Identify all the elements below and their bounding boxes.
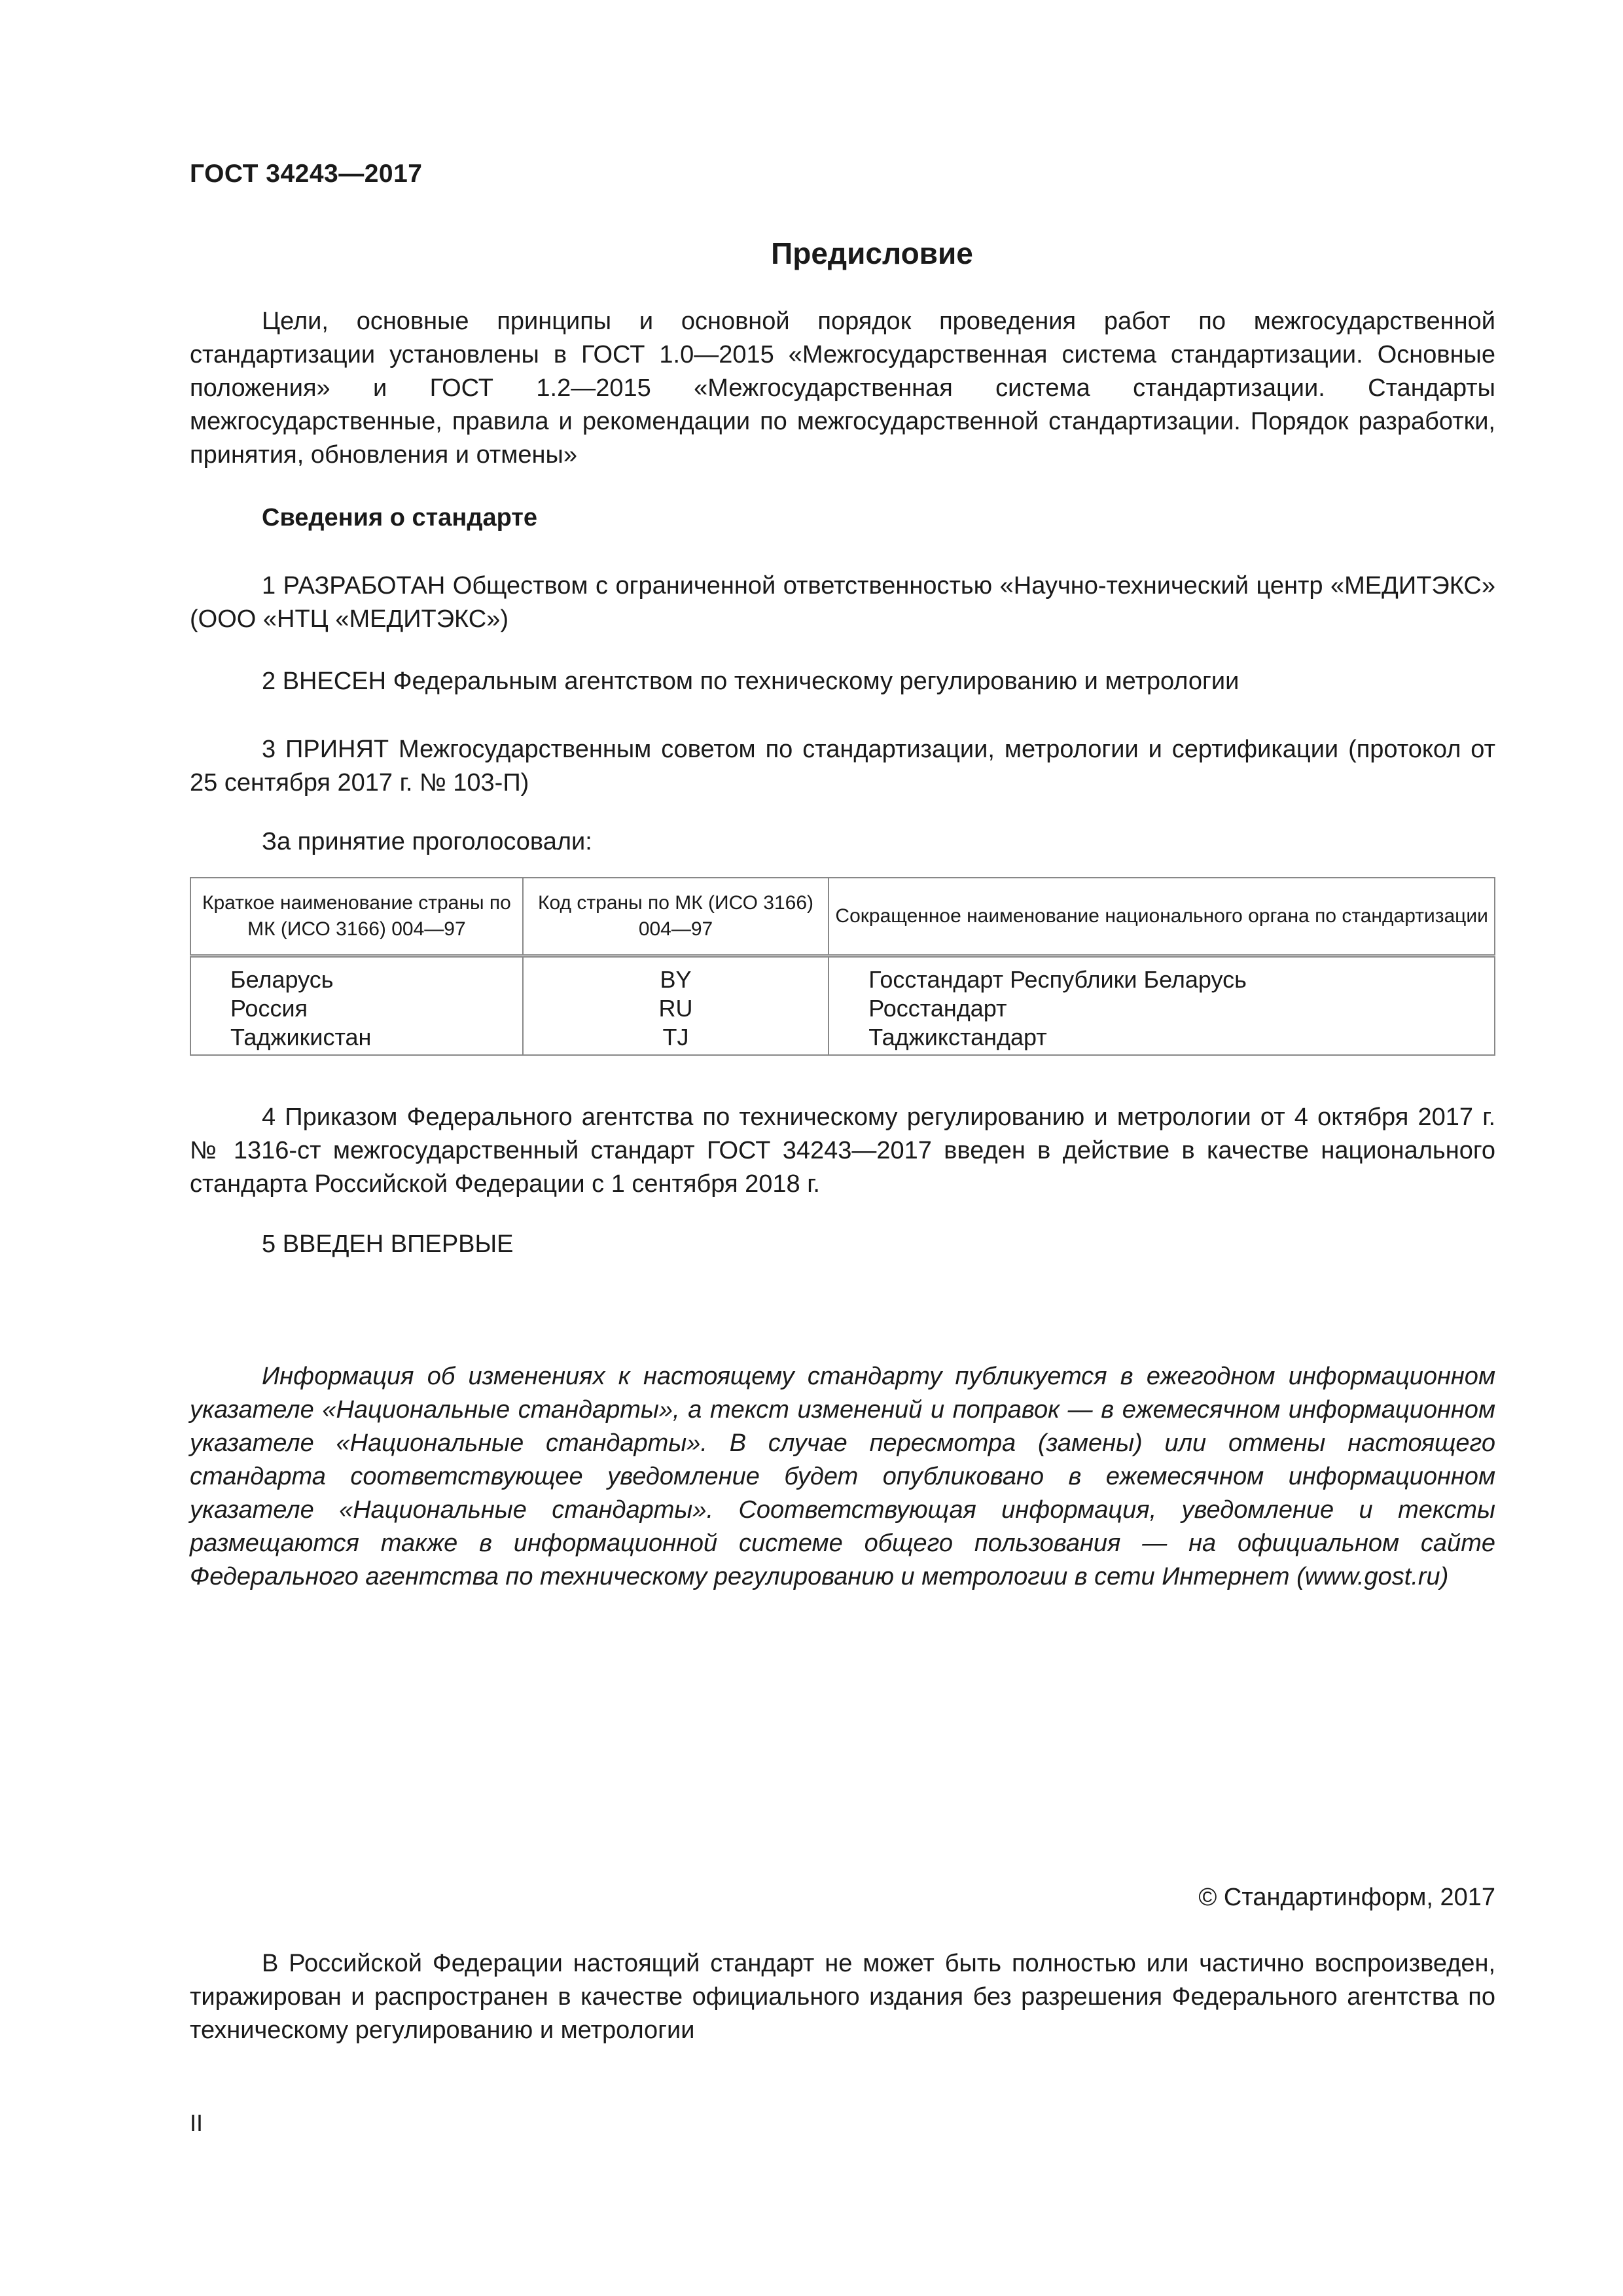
document-header: ГОСТ 34243—2017 (190, 160, 423, 188)
item-3-adopted: 3 ПРИНЯТ Межгосударственным советом по стандартизации, метрологии и сертификации (протокол от 25 сентября 2017 г. № 103-П) (190, 736, 1495, 797)
copyright-notice: © Стандартинформ, 2017 (1198, 1884, 1495, 1911)
code-cell: BY RU TJ (523, 956, 829, 1056)
standard-info-heading: Сведения о стандарте (262, 504, 538, 531)
legal-notice: В Российской Федерации настоящий стандарт не может быть полностью или частично воспроизведен, тиражирован и распространен в качестве официального издания без разрешения Федерального агентства по техническому регулированию и метрологии (190, 1950, 1495, 2044)
document-page (190, 0, 1495, 2296)
page-number: II (190, 2109, 204, 2136)
vote-label: За принятие проголосовали: (262, 828, 592, 855)
table-row (190, 956, 1495, 1056)
standards-body-cell: Госстандарт Республики Беларусь Росстандарт Таджикстандарт (868, 966, 1247, 1050)
voting-table (190, 877, 1495, 1056)
page-title: Предисловие (771, 236, 973, 270)
item-4-order: 4 Приказом Федерального агентства по техническому регулированию и метрологии от 4 октября 2017 г. № 1316-ст межгосударственный стандарт ГОСТ 34243—2017 введен в действие в качестве национального стандарта Российской Федерации с 1 сентября 2018 г. (190, 1103, 1495, 1198)
intro-paragraph: Цели, основные принципы и основной порядок проведения работ по межгосударственной стандартизации установлены в ГОСТ 1.0—2015 «Межгосударственная система стандартизации. Основные положения» и ГОСТ 1.2—2015 «Межгосударственная система стандартизации. Стандарты межгосударственные, правила и рекомендации по межгосударственной стандартизации. Порядок разработки, принятия, обновления и отмены» (190, 308, 1495, 469)
item-2-submitted: 2 ВНЕСЕН Федеральным агентством по техническому регулированию и метрологии (262, 668, 1240, 695)
header-standards-body: Сокращенное наименование национального органа по стандартизации (829, 878, 1495, 956)
header-country-code: Код страны по МК (ИСО 3166) 004—97 (523, 878, 829, 956)
header-country-name: Краткое наименование страны по МК (ИСО 3166) 004—97 (190, 878, 523, 956)
item-1-developed: 1 РАЗРАБОТАН Обществом с ограниченной ответственностью «Научно-технический центр «МЕДИТЭКС» (ООО «НТЦ «МЕДИТЭКС») (190, 572, 1495, 633)
changes-info-paragraph: Информация об изменениях к настоящему стандарту публикуется в ежегодном информационном указателе «Национальные стандарты», а текст изменений и поправок — в ежемесячном информационном указателе «Национальные стандарты». В случае пересмотра (замены) или отмены настоящего стандарта соответствующее уведомление будет опубликовано в ежемесячном информационном указателе «Национальные стандарты». Соответствующая информация, уведомление и тексты размещаются также в информационной системе общего пользования — на официальном сайте Федерального агентства по техническому регулированию и метрологии в сети Интернет (www.gost.ru) (190, 1363, 1495, 1590)
item-5-first-introduced: 5 ВВЕДЕН ВПЕРВЫЕ (262, 1230, 514, 1258)
table-header-row (190, 878, 1495, 956)
country-cell: Беларусь Россия Таджикистан (190, 956, 523, 1056)
